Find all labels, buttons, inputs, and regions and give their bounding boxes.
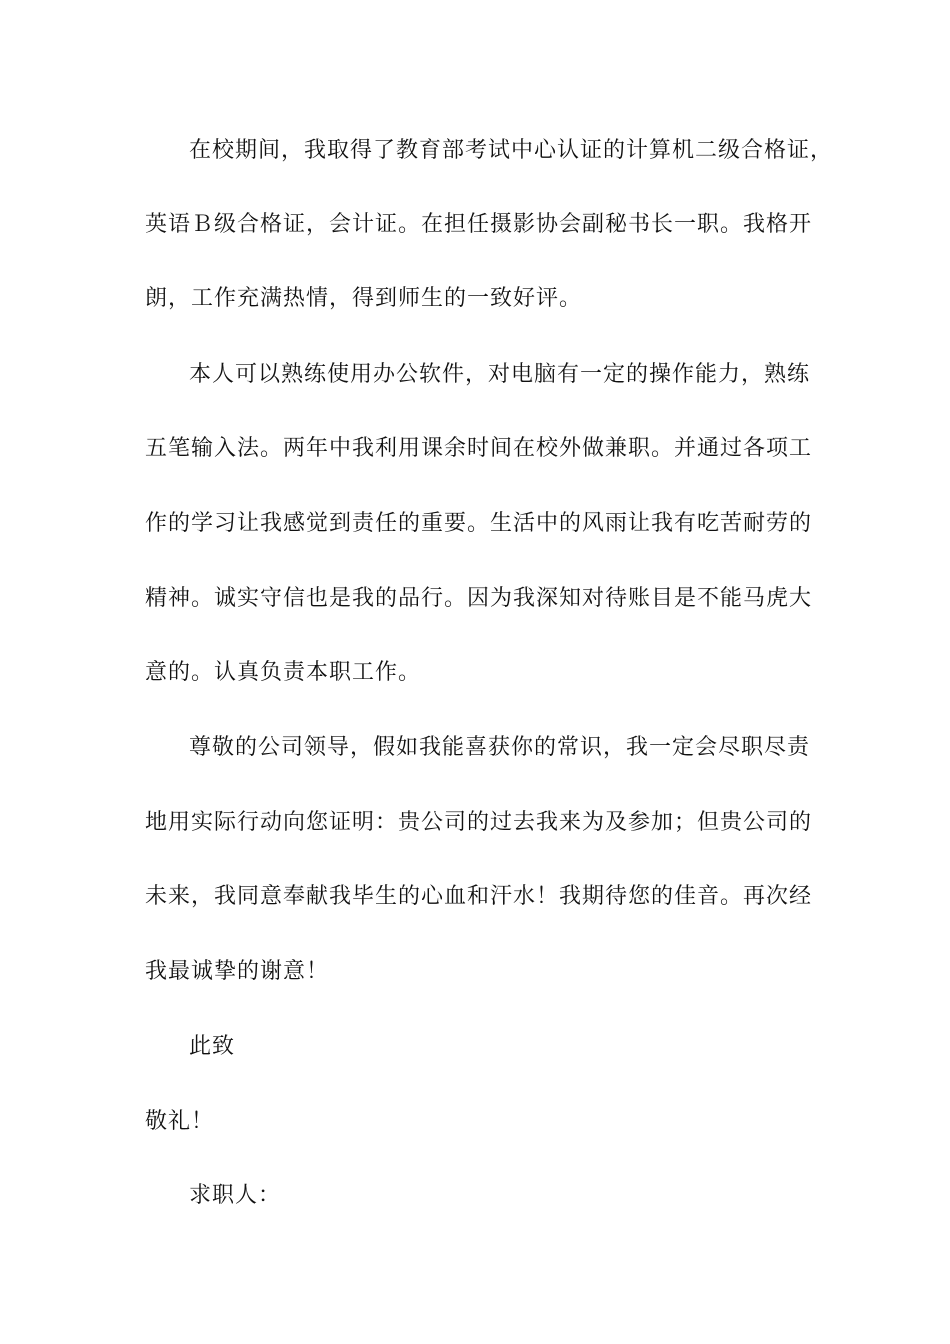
paragraph-line: 地用实际行动向您证明：贵公司的过去我来为及参加；但贵公司的: [145, 810, 813, 835]
paragraph-line: 未来，我同意奉献我毕生的心血和汗水！我期待您的佳音。再次经: [145, 884, 813, 909]
paragraph-line: 意的。认真负责本职工作。: [145, 660, 422, 685]
paragraph-line: 尊敬的公司领导，假如我能喜获你的常识，我一定会尽职尽责: [189, 735, 811, 760]
paragraph-line: 精神。诚实守信也是我的品行。因为我深知对待账目是不能马虎大: [145, 586, 813, 611]
paragraph-line: 本人可以熟练使用办公软件，对电脑有一定的操作能力，熟练: [189, 362, 811, 387]
closing-salutation: 此致: [189, 1034, 236, 1059]
closing-regards: 敬礼！: [145, 1109, 215, 1134]
paragraph-line: 我最诚挚的谢意！: [145, 959, 330, 984]
paragraph-line: 作的学习让我感觉到责任的重要。生活中的风雨让我有吃苦耐劳的: [145, 511, 813, 536]
applicant-signature-label: 求职人：: [189, 1183, 282, 1208]
paragraph-line: 在校期间，我取得了教育部考试中心认证的计算机二级合格证，: [189, 138, 834, 163]
paragraph-line: 朗，工作充满热情，得到师生的一致好评。: [145, 286, 583, 311]
paragraph-line: 英语Ｂ级合格证，会计证。在担任摄影协会副秘书长一职。我格开: [145, 212, 813, 237]
paragraph-line: 五笔输入法。两年中我利用课余时间在校外做兼职。并通过各项工: [145, 436, 813, 461]
